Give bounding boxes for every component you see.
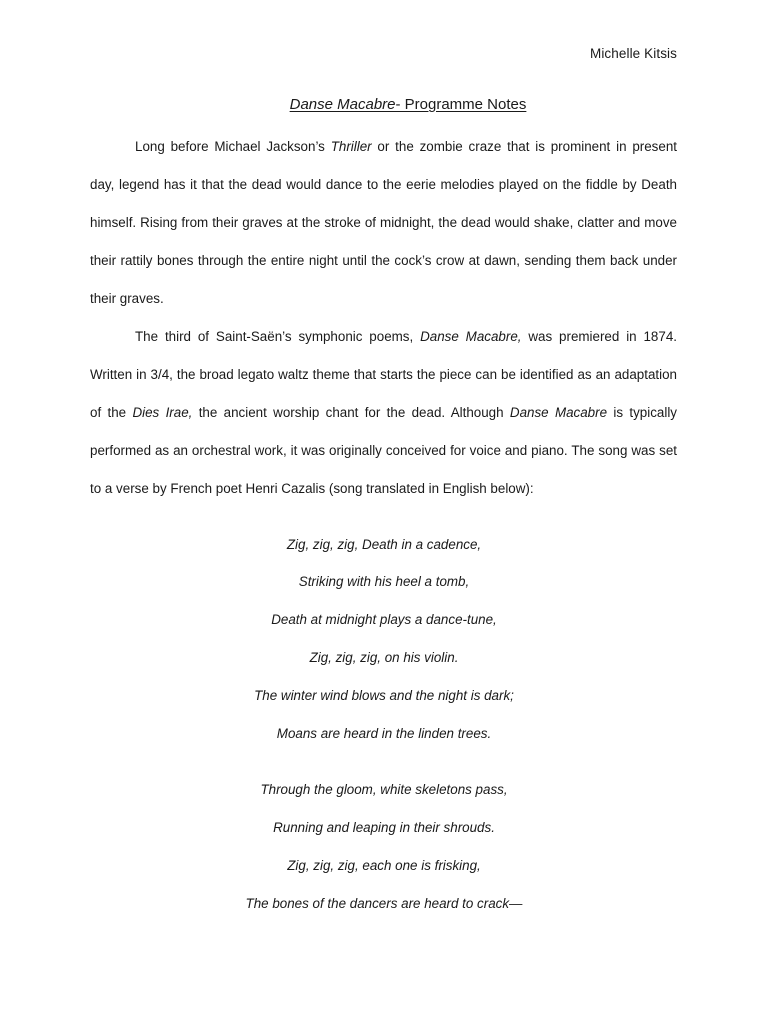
poem-line: Death at midnight plays a dance-tune, bbox=[271, 612, 497, 627]
paragraph-1 bbox=[90, 128, 677, 318]
poem-line: The winter wind blows and the night is dark; bbox=[254, 688, 514, 703]
paragraph-2 bbox=[90, 318, 677, 508]
title-italic: Danse Macabre bbox=[289, 96, 396, 113]
document-title bbox=[0, 96, 768, 113]
p2-italic-danse-macabre: Danse Macabre, bbox=[420, 329, 522, 344]
p2-text-4: is typically performed as an orchestral work, it was originally conceived for voice and piano. The song was set to a verse by French poet Henri Cazalis (song translated in English below): bbox=[90, 405, 677, 496]
p2-text-3: the ancient worship chant for the dead. Although bbox=[192, 405, 510, 420]
p2-text-2: was premiered in 1874. Written in 3/4, the broad legato waltz theme that starts the piece can be identified as an adaptation of the bbox=[90, 329, 677, 420]
title-rest: - Programme Notes bbox=[395, 96, 527, 113]
poem-line: The bones of the dancers are heard to crack— bbox=[245, 896, 523, 911]
poem-line: Zig, zig, zig, each one is frisking, bbox=[287, 858, 481, 873]
author-name: Michelle Kitsis bbox=[589, 46, 677, 61]
body-text bbox=[90, 128, 677, 508]
p2-italic-dies-irae: Dies Irae, bbox=[132, 405, 193, 420]
poem-line: Moans are heard in the linden trees. bbox=[276, 726, 492, 741]
p2-italic-danse-macabre-2: Danse Macabre bbox=[509, 405, 608, 420]
poem-line: Through the gloom, white skeletons pass, bbox=[260, 782, 508, 797]
p1-text-1: Long before Michael Jackson’s bbox=[135, 139, 331, 154]
poem-line: Striking with his heel a tomb, bbox=[298, 574, 470, 589]
poem-line: Zig, zig, zig, Death in a cadence, bbox=[286, 537, 482, 552]
poem-line: Running and leaping in their shrouds. bbox=[273, 820, 495, 835]
p1-italic-thriller: Thriller bbox=[330, 139, 372, 154]
p1-text-2: or the zombie craze that is prominent in present day, legend has it that the dead would dance to the eerie melodies played on the fiddle by Death himself. Rising from their graves at the stroke of midnight, the dead would shake, clatter and move their rattily bones through the entire night until the cock’s crow at dawn, sending them back under their graves. bbox=[90, 139, 677, 306]
poem-line: Zig, zig, zig, on his violin. bbox=[309, 650, 459, 665]
p2-text-1: The third of Saint-Saën’s symphonic poems, bbox=[135, 329, 421, 344]
